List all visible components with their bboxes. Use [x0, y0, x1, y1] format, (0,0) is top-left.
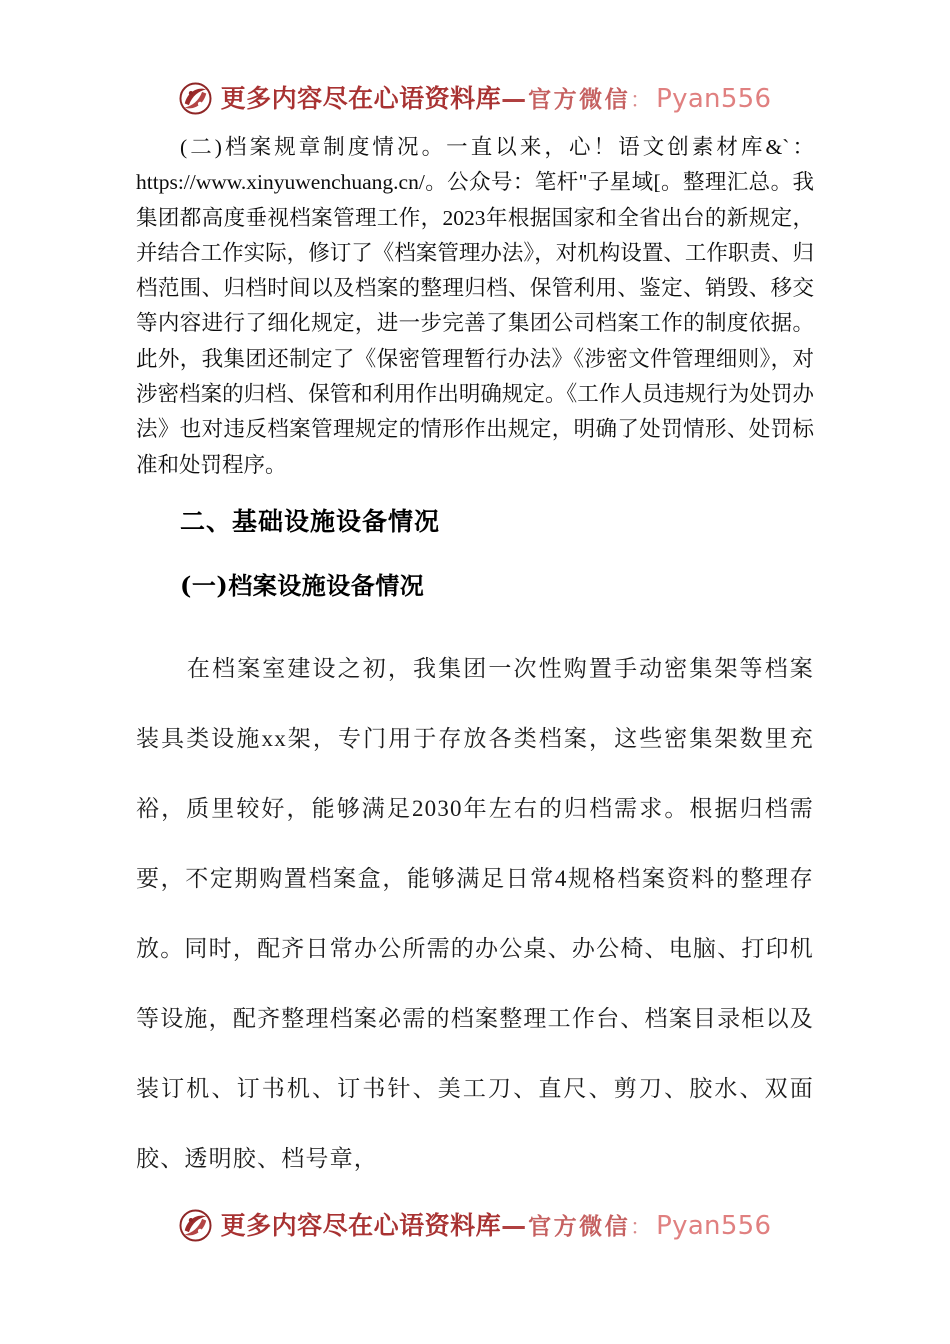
- paragraph-1-text: (二)档案规章制度情况。一直以来，心！语文创素材库&`：https://www.xinyuwenchuang.cn/。公众号：笔杆"子星域[。整理汇总。我集团都高度垂视档案管理工作，2023年根据国家和全省出台的新规定，并结合工作实际，修订了《档案管理办法》，对机构设置、工作职责、归档范围、归档时间以及档案的整理归档、保管利用、鉴定、销毁、移交等内容进行了细化规定，进一步完善了集团公司档案工作的制度依据。此外，我集团还制定了《保密管理暂行办法》《涉密文件管理细则》，对涉密档案的归档、保管和利用作出明确规定。《工作人员违规行为处罚办法》也对违反档案管理规定的情形作出规定，明确了处罚情形、处罚标准和处罚程序。: [136, 135, 814, 477]
- watermark-wechat-label: 官方微信: [528, 85, 631, 113]
- watermark-text-group: [220, 83, 772, 114]
- watermark-colon: ：: [630, 1214, 652, 1239]
- heading-subsection-one: (一)档案设施设备情况: [180, 570, 425, 600]
- watermark-colon: ：: [630, 87, 652, 112]
- watermark-dash: —: [501, 83, 527, 113]
- watermark-handle: Pyan556: [656, 83, 772, 114]
- watermark-main-text: 更多内容尽在心语资料库: [220, 1210, 502, 1240]
- paragraph-2-text: 在档案室建设之初，我集团一次性购置手动密集架等档案装具类设施xx架，专门用于存放各类档案，这些密集架数里充裕，质里较好，能够满足2030年左右的归档需求。根据归档需要，不定期购置档案盒，能够满足日常4规格档案资料的整理存放。同时，配齐日常办公所需的办公桌、办公椅、电脑、打印机等设施，配齐整理档案必需的档案整理工作台、档案目录柜以及装订机、订书机、订书针、美工刀、直尺、剪刀、胶水、双面胶、透明胶、档号章，: [136, 655, 814, 1171]
- swirl-emblem-icon: [179, 1209, 212, 1242]
- paragraph-archive-regulations: [136, 130, 814, 483]
- heading-section-two: 二、基础设施设备情况: [180, 506, 441, 536]
- watermark-main-text: 更多内容尽在心语资料库: [220, 83, 502, 113]
- watermark-wechat-label: 官方微信: [528, 1212, 631, 1240]
- header-watermark: [0, 82, 950, 115]
- watermark-handle: Pyan556: [656, 1210, 772, 1241]
- document-body: [136, 130, 814, 1194]
- swirl-emblem-icon: [179, 82, 212, 115]
- footer-watermark: [0, 1209, 950, 1242]
- paragraph-facilities-equipment: [136, 634, 814, 1194]
- watermark-text-group: [220, 1210, 772, 1241]
- watermark-dash: —: [501, 1210, 527, 1240]
